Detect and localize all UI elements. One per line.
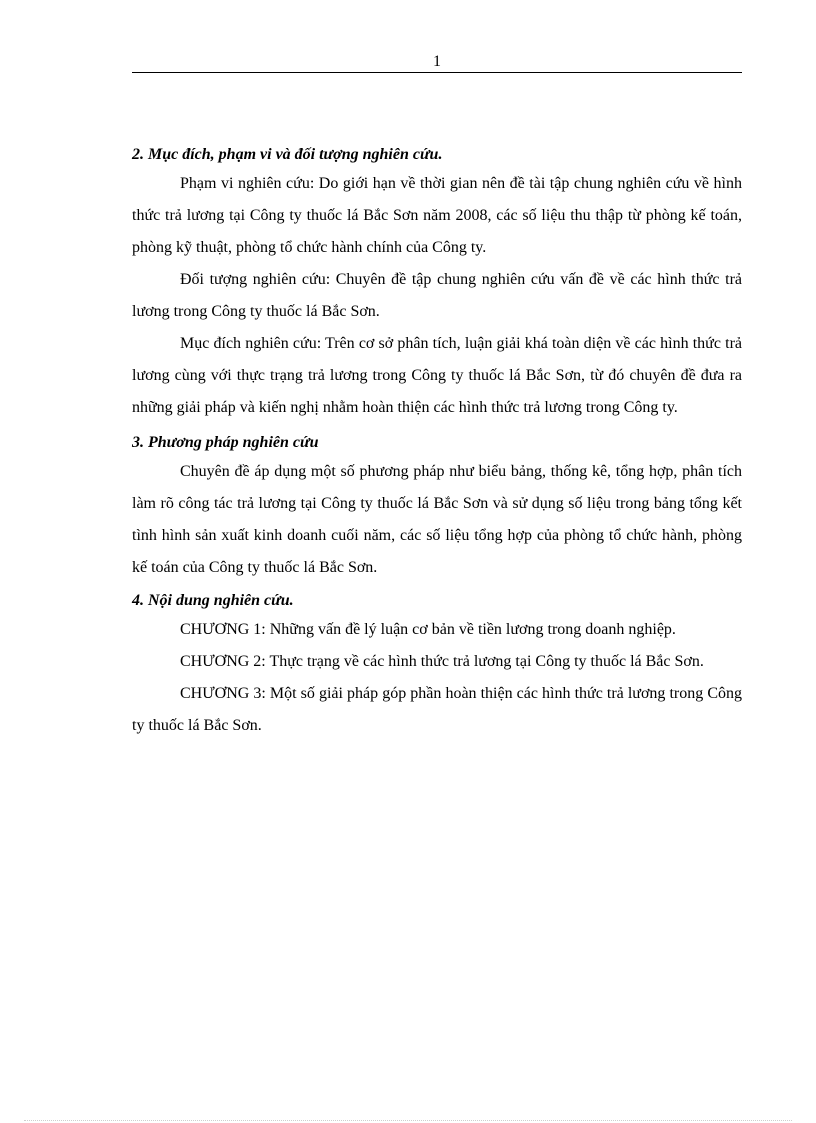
- section-heading-content: 4. Nội dung nghiên cứu.: [132, 592, 294, 609]
- section-heading-method: 3. Phương pháp nghiên cứu: [132, 434, 319, 451]
- chapter-3-item: CHƯƠNG 3: Một số giải pháp góp phần hoàn thiện các hình thức trả lương trong Công ty thuốc lá Bắc Sơn.: [132, 685, 742, 734]
- paragraph-purpose: Mục đích nghiên cứu: Trên cơ sở phân tích, luận giải khá toàn diện về các hình thức trả lương cùng với thực trạng trả lương trong Công ty thuốc lá Bắc Sơn, từ đó chuyên đề đưa ra những giải pháp và kiến nghị nhằm hoàn thiện các hình thức trả lương trong Công ty.: [132, 335, 742, 416]
- header-rule: [132, 72, 742, 73]
- chapter-1-item: CHƯƠNG 1: Những vấn đề lý luận cơ bản về tiền lương trong doanh nghiệp.: [180, 621, 676, 638]
- page-number: 1: [433, 53, 441, 70]
- document-body: [132, 140, 742, 742]
- paragraph-method: Chuyên đề áp dụng một số phương pháp như biểu bảng, thống kê, tổng hợp, phân tích làm rõ công tác trả lương tại Công ty thuốc lá Bắc Sơn và sử dụng số liệu trong bảng tổng kết tình hình sản xuất kinh doanh cuối năm, các số liệu tổng hợp của phòng tổ chức hành, phòng kế toán của Công ty thuốc lá Bắc Sơn.: [132, 463, 742, 576]
- chapter-2-item: CHƯƠNG 2: Thực trạng về các hình thức trả lương tại Công ty thuốc lá Bắc Sơn.: [180, 653, 704, 670]
- paragraph-subject: Đối tượng nghiên cứu: Chuyên đề tập chung nghiên cứu vấn đề về các hình thức trả lương trong Công ty thuốc lá Bắc Sơn.: [132, 271, 742, 320]
- paragraph-scope: Phạm vi nghiên cứu: Do giới hạn về thời gian nên đề tài tập chung nghiên cứu về hình thức trả lương tại Công ty thuốc lá Bắc Sơn năm 2008, các số liệu thu thập từ phòng kế toán, phòng kỹ thuật, phòng tổ chức hành chính của Công ty.: [132, 175, 742, 256]
- section-heading-purpose-scope: 2. Mục đích, phạm vi và đối tượng nghiên cứu.: [132, 146, 443, 163]
- page-bottom-border: [24, 1120, 792, 1121]
